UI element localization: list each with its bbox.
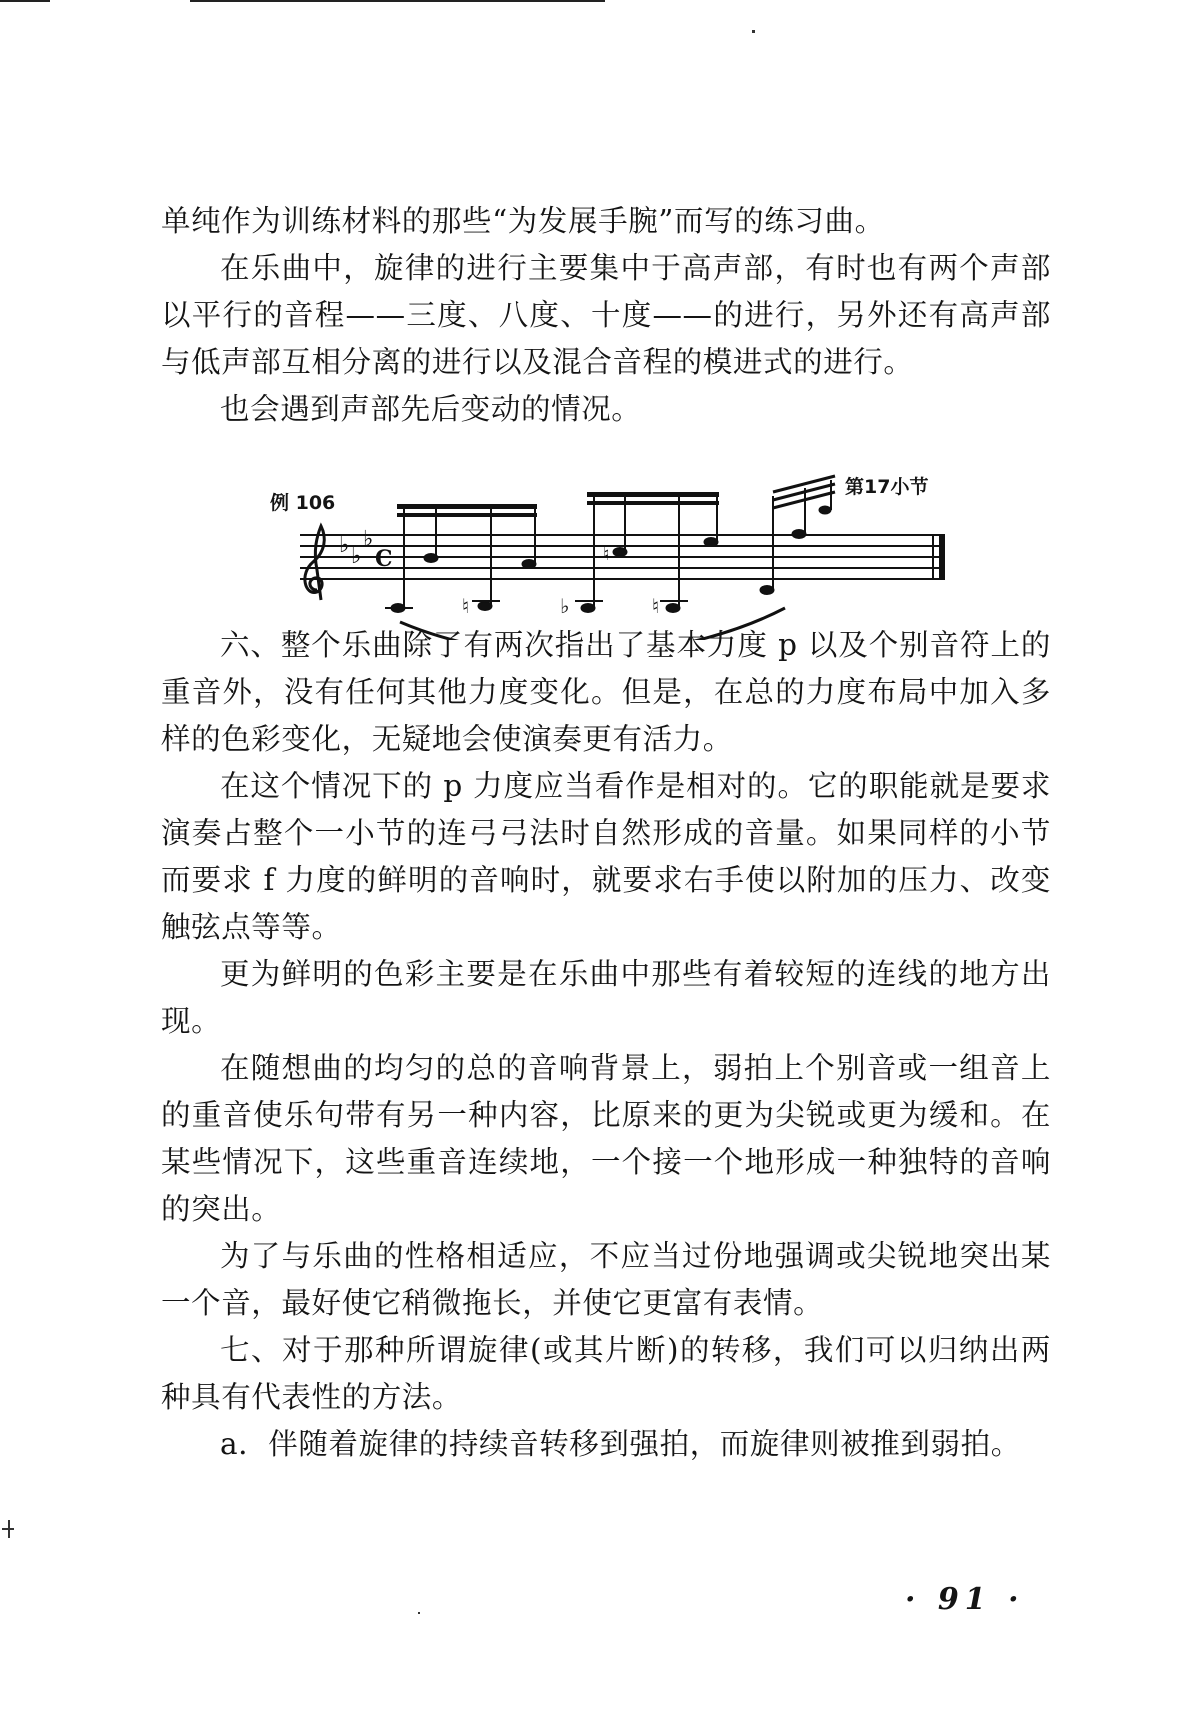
paragraph: 更为鲜明的色彩主要是在乐曲中那些有着较短的连线的地方出现。 <box>161 957 1051 1038</box>
paragraph: 七、对于那种所谓旋律(或其片断)的转移，我们可以归纳出两种具有代表性的方法。 <box>161 1333 1051 1414</box>
paragraph: 在随想曲的均匀的总的音响背景上，弱拍上个别音或一组音上的重音使乐句带有另一种内容，比原来的更为尖锐或更为缓和。在某些情况下，这些重音连续地，一个接一个地形成一种独特的音响的突出。 <box>161 1051 1051 1226</box>
text-block-upper <box>161 198 1051 433</box>
svg-text:♮: ♮ <box>652 594 660 618</box>
text-block-lower <box>161 622 1051 1468</box>
paragraph: 六、整个乐曲除了有两次指出了基本力度 p 以及个别音符上的重音外，没有任何其他力度变化。但是，在总的力度布局中加入多样的色彩变化，无疑地会使演奏更有活力。 <box>161 628 1051 756</box>
svg-text:♮: ♮ <box>603 544 610 565</box>
music-example <box>265 470 955 640</box>
paragraph: 在乐曲中，旋律的进行主要集中于高声部，有时也有两个声部以平行的音程——三度、八度、十度——的进行，另外还有高声部与低声部互相分离的进行以及混合音程的模进式的进行。 <box>161 251 1051 379</box>
page-number: · 91 · <box>905 1582 1025 1617</box>
scan-edge-line <box>190 0 605 2</box>
example-label: 例 106 <box>270 492 336 514</box>
svg-text:♭: ♭ <box>560 594 570 618</box>
svg-text:♭: ♭ <box>351 544 362 569</box>
scan-edge-line <box>0 0 50 2</box>
staff-lines <box>300 535 945 579</box>
note-group-1 <box>385 504 537 618</box>
time-signature: C <box>375 546 393 572</box>
scan-speck <box>752 30 755 33</box>
measure-label: 第17小节 <box>845 476 929 498</box>
treble-clef-icon <box>305 526 324 600</box>
scan-mark <box>2 1528 14 1530</box>
svg-text:♭: ♭ <box>339 533 350 558</box>
paragraph: 单纯作为训练材料的那些“为发展手腕”而写的练习曲。 <box>161 204 885 238</box>
key-signature-flats <box>339 527 373 569</box>
paragraph: a．伴随着旋律的持续音转移到强拍，而旋律则被推到弱拍。 <box>220 1427 1021 1461</box>
paragraph: 为了与乐曲的性格相适应，不应当过份地强调或尖锐地突出某一个音，最好使它稍微拖长，并使它更富有表情。 <box>161 1239 1051 1320</box>
scan-speck <box>418 1612 420 1614</box>
svg-text:♮: ♮ <box>462 594 470 618</box>
svg-text:♭: ♭ <box>363 527 374 552</box>
paragraph: 也会遇到声部先后变动的情况。 <box>220 392 642 426</box>
note-group-2 <box>560 492 719 618</box>
paragraph: 在这个情况下的 p 力度应当看作是相对的。它的职能就是要求演奏占整个一小节的连弓弓法时自然形成的音量。如果同样的小节而要求 f 力度的鲜明的音响时，就要求右手使以附加的压力、改变触弦点等等。 <box>161 769 1051 944</box>
